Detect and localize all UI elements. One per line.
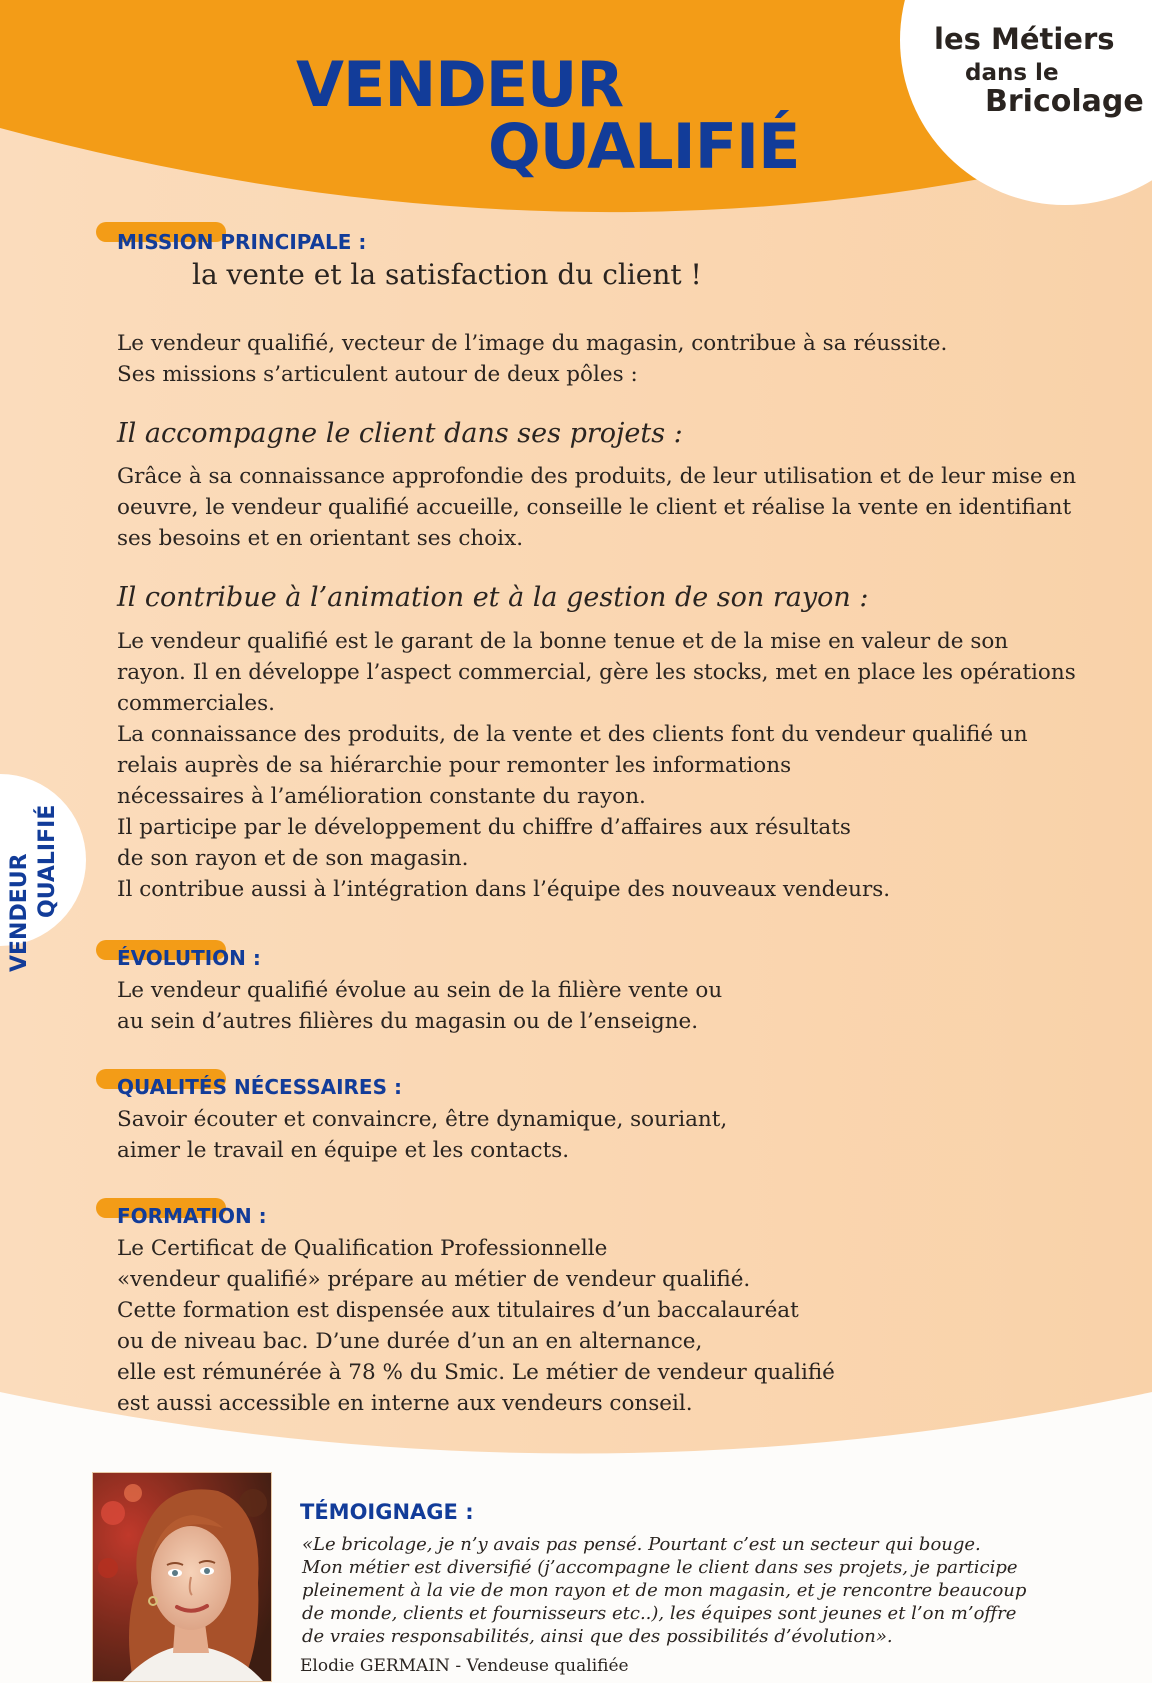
quote-line: pleinement à la vie de mon rayon et de mon magasin, et je rencontre beaucoup: [302, 1580, 1027, 1601]
quote-line: de monde, clients et fournisseurs etc..), les équipes sont jeunes et l’on m’offre: [302, 1603, 1017, 1624]
pole2-line: Le vendeur qualifié est le garant de la bonne tenue et de la mise en valeur de son: [117, 629, 1009, 654]
qualites-line: Savoir écouter et convaincre, être dynamique, souriant,: [117, 1107, 728, 1132]
formation-line: elle est rémunérée à 78 % du Smic. Le métier de vendeur qualifié: [117, 1360, 835, 1385]
pole1-title: Il accompagne le client dans ses projets :: [117, 418, 683, 449]
mission-heading: MISSION PRINCIPALE :: [117, 230, 367, 254]
evolution-text: [117, 975, 722, 1037]
side-label-line2: QUALIFIÉ: [35, 804, 60, 918]
mission-intro-line: Ses missions s’articulent autour de deux pôles :: [117, 362, 638, 387]
temoignage-signature: Elodie GERMAIN - Vendeuse qualifiée: [300, 1656, 629, 1676]
quote-line: «Le bricolage, je n’y avais pas pensé. Pourtant c’est un secteur qui bouge.: [302, 1534, 981, 1555]
mission-lead: la vente et la satisfaction du client !: [192, 258, 702, 291]
formation-line: Le Certificat de Qualification Professionnelle: [117, 1236, 608, 1261]
pole1-line: ses besoins et en orientant ses choix.: [117, 526, 524, 551]
evolution-heading: ÉVOLUTION :: [117, 946, 261, 970]
brand-line1: les Métiers: [934, 22, 1115, 56]
mission-intro: [117, 328, 947, 390]
pole1-text: [117, 461, 1076, 554]
qualites-text: [117, 1104, 727, 1166]
formation-text: [117, 1233, 835, 1419]
mission-intro-line: Le vendeur qualifié, vecteur de l’image du magasin, contribue à sa réussite.: [117, 331, 948, 356]
quote-line: Mon métier est diversifié (j’accompagne le client dans ses projets, je participe: [302, 1557, 1018, 1578]
pole2-line: commerciales.: [117, 691, 275, 716]
pole2-line: de son rayon et de son magasin.: [117, 846, 469, 871]
pole2-line: rayon. Il en développe l’aspect commercial, gère les stocks, met en place les opérations: [117, 660, 1076, 685]
qualites-heading: QUALITÉS NÉCESSAIRES :: [117, 1075, 402, 1099]
testimonial-photo: [92, 1472, 272, 1682]
evolution-line: Le vendeur qualifié évolue au sein de la filière vente ou: [117, 978, 723, 1003]
temoignage-quote: [302, 1533, 1026, 1648]
temoignage-heading: TÉMOIGNAGE :: [300, 1500, 474, 1524]
brand-line2: dans le: [965, 60, 1059, 86]
pole1-line: oeuvre, le vendeur qualifié accueille, conseille le client et réalise la vente en identifiant: [117, 495, 1072, 520]
quote-line: de vraies responsabilités, ainsi que des possibilités d’évolution».: [302, 1626, 893, 1647]
page-title-line2: QUALIFIÉ: [488, 110, 800, 183]
formation-line: Cette formation est dispensée aux titulaires d’un baccalauréat: [117, 1298, 799, 1323]
pole2-line: nécessaires à l’amélioration constante du rayon.: [117, 784, 646, 809]
formation-heading: FORMATION :: [117, 1204, 267, 1228]
page-title-line1: VENDEUR: [296, 48, 624, 121]
pole2-title: Il contribue à l’animation et à la gestion de son rayon :: [117, 582, 869, 613]
pole2-line: La connaissance des produits, de la vente et des clients font du vendeur qualifié un: [117, 722, 1028, 747]
qualites-line: aimer le travail en équipe et les contacts.: [117, 1138, 570, 1163]
formation-line: ou de niveau bac. D’une durée d’un an en alternance,: [117, 1329, 703, 1354]
pole2-line: Il contribue aussi à l’intégration dans l’équipe des nouveaux vendeurs.: [117, 877, 891, 902]
pole2-text: [117, 626, 1076, 905]
side-label-line1: VENDEUR: [7, 853, 32, 972]
brand-line3: Bricolage: [985, 84, 1144, 119]
pole2-line: relais auprès de sa hiérarchie pour remonter les informations: [117, 753, 792, 778]
formation-line: est aussi accessible en interne aux vendeurs conseil.: [117, 1391, 693, 1416]
evolution-line: au sein d’autres filières du magasin ou de l’enseigne.: [117, 1009, 699, 1034]
pole2-line: Il participe par le développement du chiffre d’affaires aux résultats: [117, 815, 851, 840]
formation-line: «vendeur qualifié» prépare au métier de vendeur qualifié.: [117, 1267, 751, 1292]
pole1-line: Grâce à sa connaissance approfondie des produits, de leur utilisation et de leur mise en: [117, 464, 1077, 489]
